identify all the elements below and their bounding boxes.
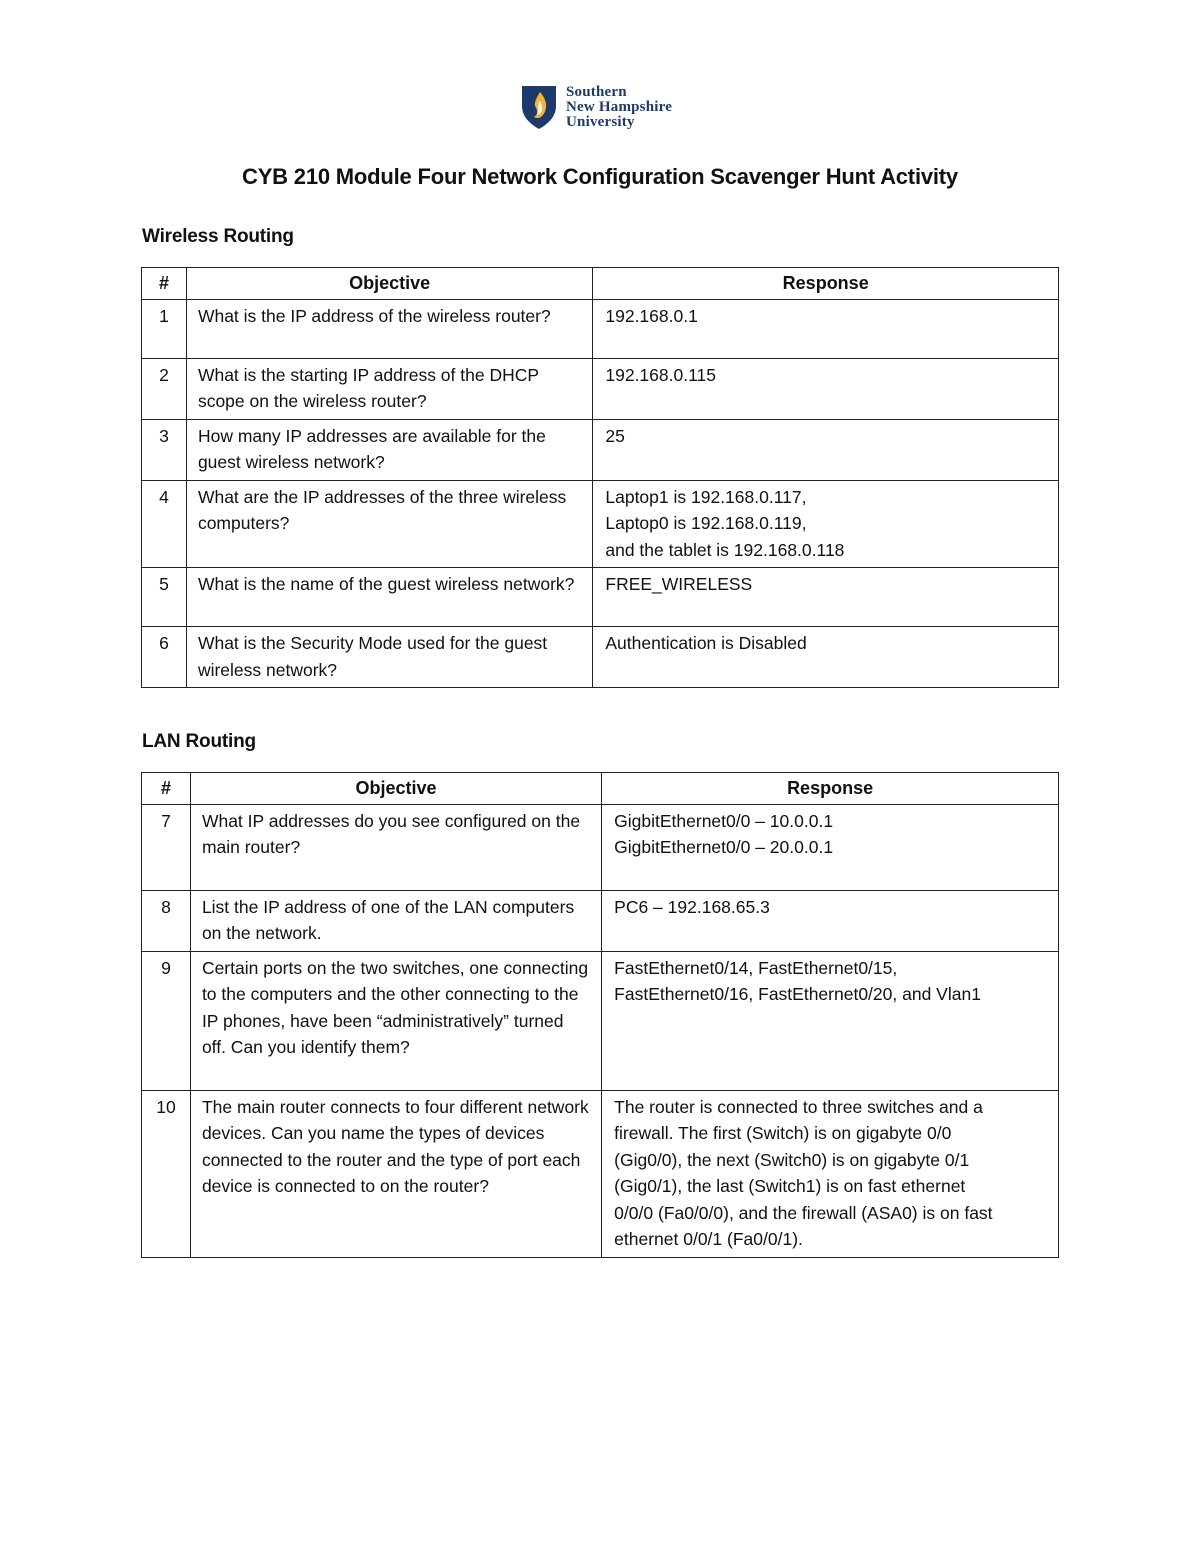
response-line: 0/0/0 (Fa0/0/0), and the firewall (ASA0) is on fast xyxy=(614,1202,993,1223)
row-objective: What is the IP address of the wireless router? xyxy=(186,299,592,358)
row-objective: How many IP addresses are available for the guest wireless network? xyxy=(186,419,592,480)
row-objective: What is the starting IP address of the DHCP scope on the wireless router? xyxy=(186,358,592,419)
table-header-row xyxy=(142,268,1059,300)
logo-line-3: University xyxy=(566,113,635,130)
row-response xyxy=(593,480,1059,568)
lan-routing-table xyxy=(141,772,1059,1258)
response-line: FastEthernet0/14, FastEthernet0/15, xyxy=(614,957,898,978)
response-line: FastEthernet0/16, FastEthernet0/20, and Vlan1 xyxy=(614,984,981,1004)
row-response xyxy=(602,1090,1059,1257)
column-header-objective: Objective xyxy=(190,773,601,805)
table-row xyxy=(142,568,1059,627)
row-objective: What are the IP addresses of the three wireless computers? xyxy=(186,480,592,568)
table-row xyxy=(142,951,1059,1090)
response-line: GigbitEthernet0/0 – 10.0.0.1 xyxy=(614,810,834,831)
response-line: 25 xyxy=(605,425,625,446)
row-number: 6 xyxy=(142,627,187,688)
table-row xyxy=(142,627,1059,688)
table-row xyxy=(142,804,1059,890)
row-response xyxy=(593,568,1059,627)
row-response xyxy=(593,419,1059,480)
university-logo xyxy=(520,84,672,130)
response-line: 192.168.0.115 xyxy=(605,364,716,385)
row-number: 7 xyxy=(142,804,191,890)
row-objective: List the IP address of one of the LAN computers on the network. xyxy=(190,890,601,951)
response-line: Laptop0 is 192.168.0.119, xyxy=(605,513,807,533)
row-number: 1 xyxy=(142,299,187,358)
logo-wordmark xyxy=(566,85,672,130)
table-row xyxy=(142,480,1059,568)
row-objective: Certain ports on the two switches, one connecting to the computers and the other connecting to the IP phones, have been “administratively” turned off. Can you identify them? xyxy=(190,951,601,1090)
response-line: Laptop1 is 192.168.0.117, xyxy=(605,486,807,507)
row-objective: The main router connects to four different network devices. Can you name the types of devices connected to the router and the type of port each device is connected to on the router? xyxy=(190,1090,601,1257)
row-number: 5 xyxy=(142,568,187,627)
column-header-response: Response xyxy=(593,268,1059,300)
section-heading-wireless: Wireless Routing xyxy=(142,226,294,247)
row-objective: What is the Security Mode used for the guest wireless network? xyxy=(186,627,592,688)
response-line: firewall. The first (Switch) is on gigabyte 0/0 xyxy=(614,1123,952,1143)
row-response xyxy=(593,358,1059,419)
logo-line-1: Southern xyxy=(566,83,627,100)
row-number: 2 xyxy=(142,358,187,419)
table-row xyxy=(142,1090,1059,1257)
response-line: and the tablet is 192.168.0.118 xyxy=(605,539,845,560)
table-row xyxy=(142,299,1059,358)
row-response xyxy=(593,299,1059,358)
logo-line-2: New Hampshire xyxy=(566,98,673,115)
column-header-objective: Objective xyxy=(186,268,592,300)
page-title: CYB 210 Module Four Network Configuration Scavenger Hunt Activity xyxy=(242,164,958,189)
response-line: Authentication is Disabled xyxy=(605,633,807,653)
row-number: 3 xyxy=(142,419,187,480)
response-line: The router is connected to three switches and a xyxy=(614,1096,983,1117)
table-row xyxy=(142,419,1059,480)
column-header-response: Response xyxy=(602,773,1059,805)
table-row xyxy=(142,358,1059,419)
row-response xyxy=(602,890,1059,951)
column-header-number: # xyxy=(142,773,191,805)
wireless-routing-table xyxy=(141,267,1059,688)
response-line: (Gig0/0), the next (Switch0) is on gigabyte 0/1 xyxy=(614,1149,970,1170)
row-response xyxy=(602,804,1059,890)
row-objective: What is the name of the guest wireless network? xyxy=(186,568,592,627)
row-number: 4 xyxy=(142,480,187,568)
row-number: 8 xyxy=(142,890,191,951)
response-line: PC6 – 192.168.65.3 xyxy=(614,896,770,917)
row-response xyxy=(593,627,1059,688)
response-line: FREE_WIRELESS xyxy=(605,574,753,594)
column-header-number: # xyxy=(142,268,187,300)
response-line: 192.168.0.1 xyxy=(605,305,698,326)
response-line: ethernet 0/0/1 (Fa0/0/1). xyxy=(614,1229,803,1249)
table-header-row xyxy=(142,773,1059,805)
response-line: GigbitEthernet0/0 – 20.0.0.1 xyxy=(614,837,834,857)
response-line: (Gig0/1), the last (Switch1) is on fast ethernet xyxy=(614,1176,966,1196)
row-number: 10 xyxy=(142,1090,191,1257)
table-row xyxy=(142,890,1059,951)
shield-flame-icon xyxy=(520,84,558,130)
section-heading-lan: LAN Routing xyxy=(142,731,256,752)
row-objective: What IP addresses do you see configured on the main router? xyxy=(190,804,601,890)
row-response xyxy=(602,951,1059,1090)
row-number: 9 xyxy=(142,951,191,1090)
